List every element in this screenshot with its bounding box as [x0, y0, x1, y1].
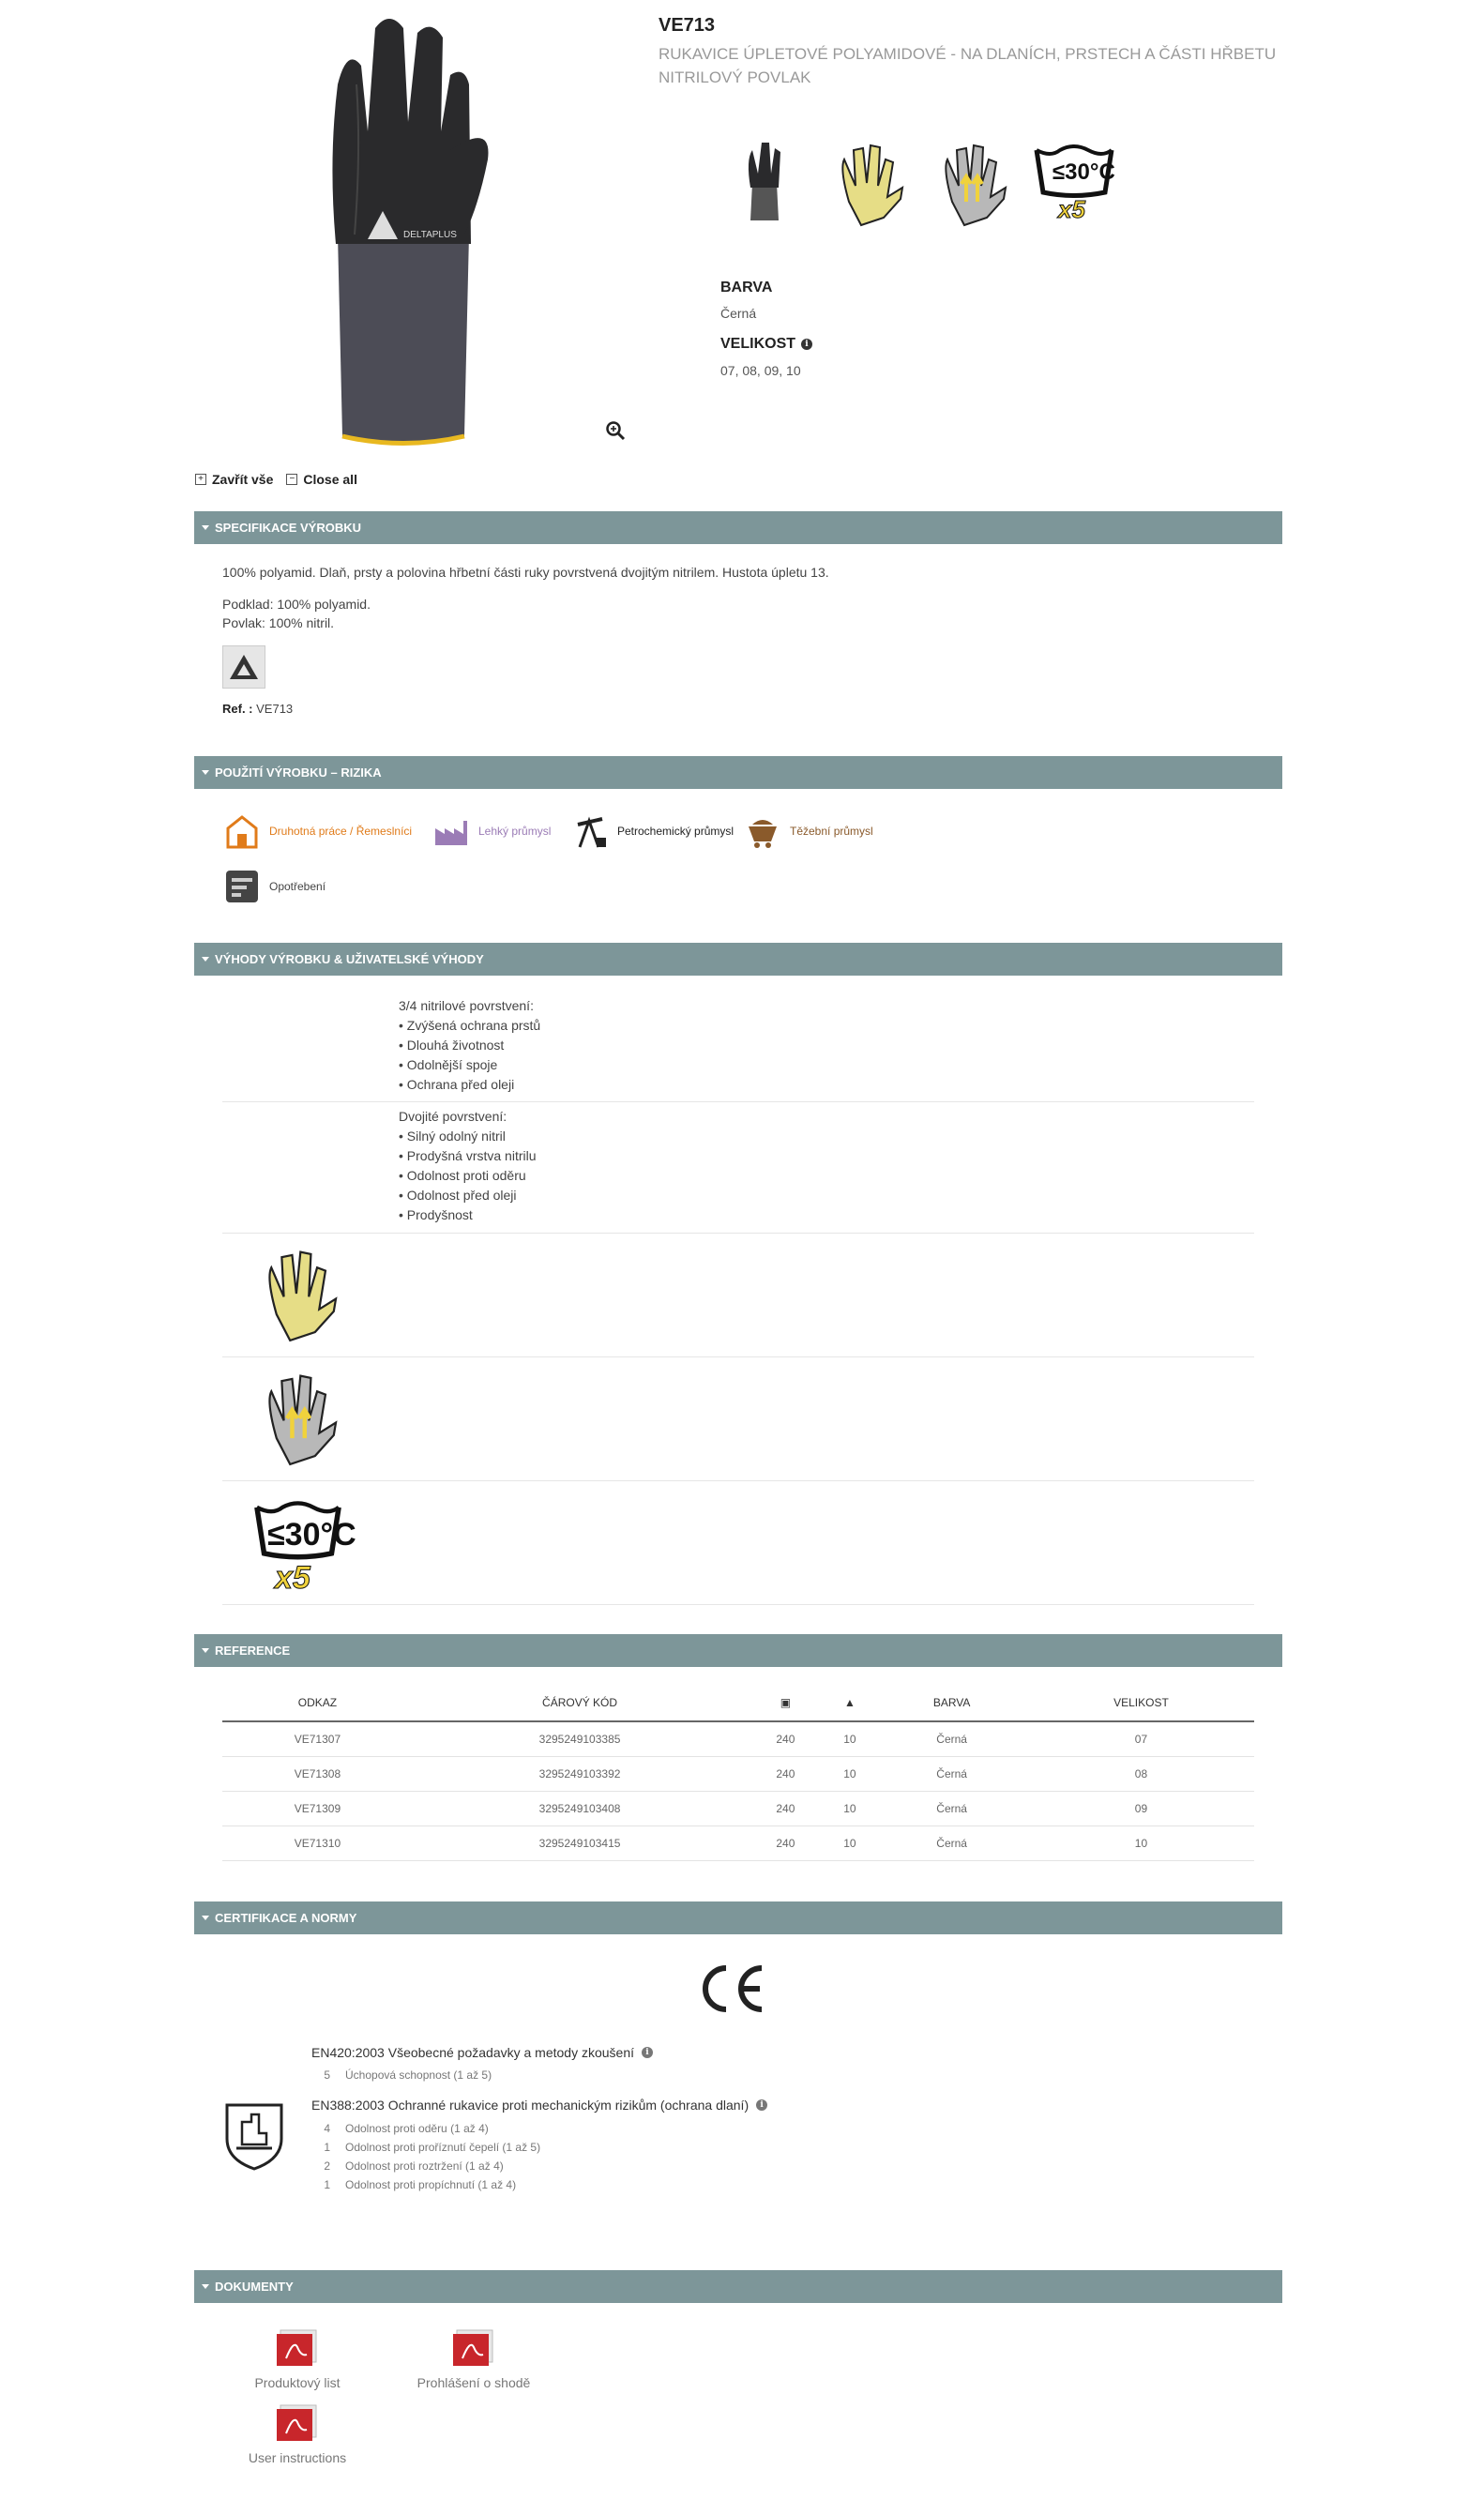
ref-label: Ref. :: [222, 702, 253, 716]
table-row: [222, 1791, 1254, 1826]
advantage-item: • Odolnost proti oděru: [399, 1168, 526, 1183]
risk-wear-label: Opotřebení: [269, 880, 326, 893]
norm-desc: Odolnost proti oděru (1 až 4): [345, 2122, 489, 2135]
norm-score: 2: [324, 2159, 330, 2173]
expand-all-toggle[interactable]: [195, 472, 273, 487]
doc-declaration[interactable]: [399, 2326, 549, 2390]
expand-all-label: Zavřít vše: [212, 472, 274, 487]
advantage-item: • Odolnost před oleji: [399, 1188, 517, 1203]
cell-box: 240: [747, 1756, 824, 1791]
caret-down-icon: [202, 1648, 209, 1653]
norm-score: 1: [324, 2141, 330, 2154]
section-docs-header[interactable]: [194, 2270, 1282, 2303]
cell-color: Černá: [875, 1756, 1028, 1791]
table-row: [222, 1721, 1254, 1756]
cell-pack: 10: [825, 1721, 876, 1756]
divider: [222, 1101, 1254, 1102]
norm-score: 5: [324, 2068, 330, 2082]
divider: [222, 1604, 1254, 1605]
cell-ref: VE71307: [222, 1721, 413, 1756]
doc-instructions[interactable]: [222, 2401, 372, 2465]
section-spec-header[interactable]: [194, 511, 1282, 544]
product-subtitle: RUKAVICE ÚPLETOVÉ POLYAMIDOVÉ - NA DLANÍCH, PRSTECH A ČÁSTI HŘBETU NITRILOVÝ POVLAK: [659, 45, 1277, 86]
size-label: VELIKOST: [720, 336, 796, 352]
collapse-toggles: [195, 472, 357, 487]
cell-pack: 10: [825, 1791, 876, 1826]
advantage-item: • Silný odolný nitril: [399, 1129, 506, 1144]
advantage-item: • Zvýšená ochrana prstů: [399, 1018, 541, 1033]
divider: [222, 1480, 1254, 1481]
norm-score: 4: [324, 2122, 330, 2135]
doc-product-sheet-label: Produktový list: [254, 2375, 341, 2390]
section-reference-header[interactable]: [194, 1634, 1282, 1667]
doc-product-sheet[interactable]: [222, 2326, 372, 2390]
section-spec-title: SPECIFIKACE VÝROBKU: [215, 521, 362, 535]
ref-value: VE713: [256, 702, 294, 716]
close-all-label: Close all: [303, 472, 357, 487]
mine-cart-icon: [743, 811, 782, 851]
norm-desc: Odolnost proti roztržení (1 až 4): [345, 2159, 504, 2173]
pack-icon: ▲: [843, 1695, 856, 1709]
wash-temperature-label: ≤30°C: [1052, 159, 1115, 185]
cell-barcode: 3295249103392: [413, 1756, 747, 1791]
section-use-header[interactable]: [194, 756, 1282, 789]
spec-base: Podklad: 100% polyamid.: [222, 597, 371, 612]
norm-row: [321, 2068, 492, 2082]
advantage-item: • Prodyšná vrstva nitrilu: [399, 1148, 537, 1163]
spec-description: 100% polyamid. Dlaň, prsty a polovina hřbetní části ruky povrstvená dvojitým nitrilem. Hustota úpletu 13.: [222, 565, 829, 580]
table-row: [222, 1756, 1254, 1791]
risk-light-industry-label: Lehký průmysl: [478, 825, 552, 838]
cell-barcode: 3295249103408: [413, 1791, 747, 1826]
caret-down-icon: [202, 770, 209, 775]
norm-score: 1: [324, 2178, 330, 2191]
advantage-item: • Odolnější spoje: [399, 1057, 498, 1072]
section-advantages-header[interactable]: [194, 943, 1282, 976]
col-ref: ODKAZ: [222, 1684, 413, 1721]
section-use-title: POUŽITÍ VÝROBKU – RIZIKA: [215, 765, 382, 780]
norm-row: [321, 2159, 504, 2173]
mechanical-risk-shield-icon: [223, 2101, 285, 2173]
breathable-glove-icon: [246, 1360, 349, 1475]
norm-en420-title: EN420:2003 Všeobecné požadavky a metody zkoušení: [311, 2045, 635, 2060]
section-docs-title: DOKUMENTY: [215, 2280, 294, 2294]
cell-box: 240: [747, 1791, 824, 1826]
zoom-icon[interactable]: [605, 420, 626, 441]
section-reference-title: REFERENCE: [215, 1644, 291, 1658]
thumbnail-glove-breathable[interactable]: [929, 131, 1013, 235]
size-label-row: [720, 336, 812, 353]
cell-box: 240: [747, 1826, 824, 1860]
col-color: BARVA: [875, 1684, 1028, 1721]
info-icon[interactable]: i: [801, 339, 812, 350]
norm-row: [321, 2122, 489, 2135]
divider: [222, 1356, 1254, 1357]
norm-en388-title: EN388:2003 Ochranné rukavice proti mechanickým rizikům (ochrana dlaní): [311, 2098, 750, 2113]
pdf-icon: [275, 2401, 320, 2443]
norm-desc: Odolnost proti proříznutí čepelí (1 až 5): [345, 2141, 541, 2154]
advantage-item: • Ochrana před oleji: [399, 1077, 515, 1092]
norm-en420: [311, 2045, 653, 2060]
cell-size: 07: [1028, 1721, 1254, 1756]
advantage-block-coating: [399, 996, 540, 1095]
cell-pack: 10: [825, 1826, 876, 1860]
cell-color: Černá: [875, 1721, 1028, 1756]
norm-desc: Odolnost proti propíchnutí (1 až 4): [345, 2178, 517, 2191]
product-code: VE713: [659, 15, 716, 36]
advantage-title: Dvojité povrstvení:: [399, 1109, 507, 1124]
cell-size: 10: [1028, 1826, 1254, 1860]
house-icon: [222, 811, 262, 851]
cell-size: 09: [1028, 1791, 1254, 1826]
deltaplus-logo: [222, 645, 265, 689]
cell-barcode: 3295249103415: [413, 1826, 747, 1860]
spec-ref: [222, 702, 293, 716]
size-value: 07, 08, 09, 10: [720, 363, 801, 378]
divider: [222, 1233, 1254, 1234]
color-value: Černá: [720, 306, 757, 321]
caret-down-icon: [202, 1916, 209, 1920]
oil-pump-icon: [570, 811, 610, 851]
thumbnail-washable-icon[interactable]: [1032, 131, 1116, 235]
col-barcode: ČÁROVÝ KÓD: [413, 1684, 747, 1721]
expand-icon: +: [195, 474, 206, 485]
doc-instructions-label: User instructions: [248, 2450, 347, 2465]
info-icon[interactable]: i: [642, 2047, 653, 2058]
risk-crafts[interactable]: [222, 811, 412, 851]
risk-mining[interactable]: [743, 811, 873, 851]
cell-size: 08: [1028, 1756, 1254, 1791]
collapse-icon: −: [286, 474, 297, 485]
table-row: [222, 1826, 1254, 1860]
section-certs-header[interactable]: [194, 1901, 1282, 1934]
close-all-toggle[interactable]: [286, 472, 357, 487]
cell-ref: VE71308: [222, 1756, 413, 1791]
ce-mark: [694, 1961, 769, 2017]
risk-wear[interactable]: [222, 867, 326, 906]
thumbnail-glove-black[interactable]: [722, 131, 807, 235]
color-label: BARVA: [720, 280, 773, 295]
washable-icon: [239, 1487, 356, 1599]
risk-light-industry[interactable]: [432, 811, 551, 851]
thumbnail-glove-grip[interactable]: [825, 131, 910, 235]
cell-ref: VE71309: [222, 1791, 413, 1826]
advantage-title: 3/4 nitrilové povrstvení:: [399, 998, 534, 1013]
wash-count-label: x5: [275, 1560, 310, 1596]
norm-desc: Úchopová schopnost (1 až 5): [345, 2068, 492, 2082]
product-main-image[interactable]: [310, 9, 497, 450]
risk-crafts-label: Druhotná práce / Řemeslníci: [269, 825, 413, 838]
section-advantages-title: VÝHODY VÝROBKU & UŽIVATELSKÉ VÝHODY: [215, 952, 484, 966]
wear-icon: [222, 867, 262, 906]
cell-box: 240: [747, 1721, 824, 1756]
box-icon: ▣: [780, 1695, 792, 1709]
risk-petrochemical[interactable]: [570, 811, 734, 851]
table-header-row: [222, 1684, 1254, 1721]
caret-down-icon: [202, 957, 209, 962]
spec-coating: Povlak: 100% nitril.: [222, 615, 335, 630]
norm-row: [321, 2141, 540, 2154]
cell-barcode: 3295249103385: [413, 1721, 747, 1756]
cell-color: Černá: [875, 1791, 1028, 1826]
caret-down-icon: [202, 2284, 209, 2289]
risk-petrochemical-label: Petrochemický průmysl: [617, 825, 734, 838]
factory-icon: [432, 811, 471, 851]
pdf-icon: [451, 2326, 496, 2368]
norm-en388: [311, 2098, 767, 2113]
grip-glove-icon: [246, 1236, 349, 1351]
pdf-icon: [275, 2326, 320, 2368]
cell-color: Černá: [875, 1826, 1028, 1860]
info-icon[interactable]: i: [756, 2099, 767, 2111]
col-pack: [825, 1684, 876, 1721]
svg-text:DELTAPLUS: DELTAPLUS: [403, 230, 457, 240]
cell-ref: VE71310: [222, 1826, 413, 1860]
col-box: [747, 1684, 824, 1721]
cell-pack: 10: [825, 1756, 876, 1791]
caret-down-icon: [202, 525, 209, 530]
section-certs-title: CERTIFIKACE A NORMY: [215, 1911, 357, 1925]
advantage-block-double: [399, 1107, 537, 1225]
risk-mining-label: Těžební průmysl: [790, 825, 873, 838]
wash-count-label: x5: [1058, 195, 1085, 223]
norm-row: [321, 2178, 516, 2191]
advantage-item: • Prodyšnost: [399, 1207, 473, 1222]
advantage-item: • Dlouhá životnost: [399, 1038, 505, 1053]
reference-table: [222, 1684, 1254, 1861]
doc-declaration-label: Prohlášení o shodě: [416, 2375, 531, 2390]
col-size: VELIKOST: [1028, 1684, 1254, 1721]
wash-temperature-label: ≤30°C: [267, 1517, 356, 1553]
